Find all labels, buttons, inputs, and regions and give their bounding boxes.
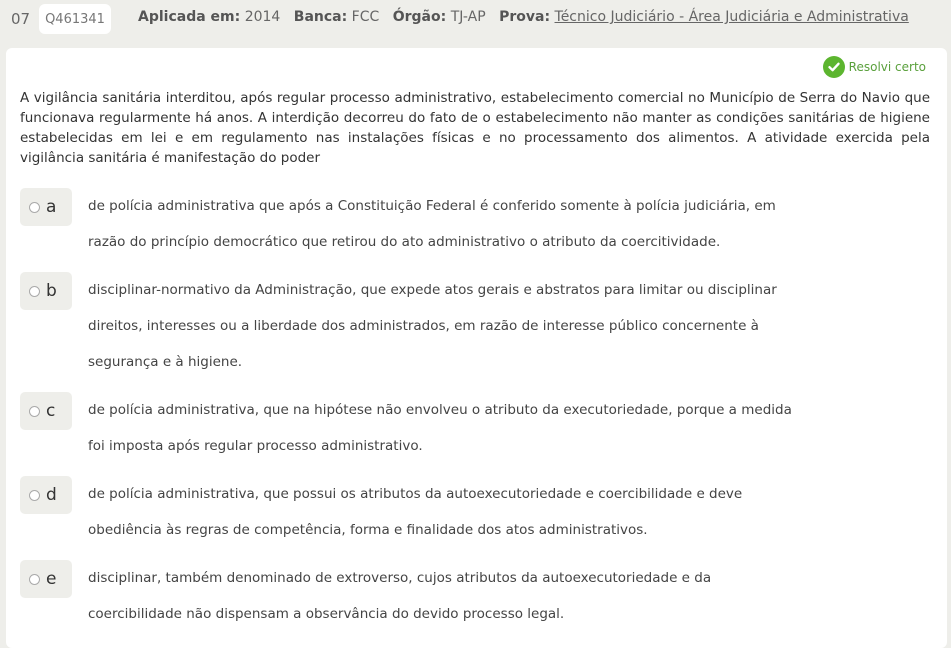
resolved-status (823, 56, 926, 78)
option-b-button[interactable] (20, 272, 72, 310)
question-statement: A vigilância sanitária interditou, após regular processo administrativo, estabelecimento comercial no Município de Serra do Navio que funcionava regularmente há anos. A interdição decorreu do fato de o estabelecimento não manter as condições sanitárias de higiene estabelecidas em lei e em regulamento nas instalações físicas e no processamento dos alimentos. A atividade exercida pela vigilância sanitária é manifestação do poder (20, 90, 930, 166)
option-text[interactable]: de polícia administrativa, que na hipótese não envolveu o atributo da executoriedade, porque a medida foi imposta após regular processo administrativo. (88, 402, 792, 454)
question-id-badge[interactable]: Q461341 (39, 4, 111, 34)
question-meta (138, 9, 909, 25)
applied-label: Aplicada em: (138, 9, 241, 25)
resolved-label: Resolvi certo (848, 60, 926, 74)
option-text[interactable]: disciplinar, também denominado de extroverso, cujos atributos da autoexecutoriedade e da coercibilidade não dispensam a observância do devido processo legal. (88, 570, 712, 622)
organ-value[interactable]: TJ-AP (450, 9, 486, 25)
option-e-button[interactable] (20, 560, 72, 598)
option-text[interactable]: de polícia administrativa que após a Constituição Federal é conferido somente à polícia judiciária, em razão do princípio democrático que retirou do ato administrativo o atributo da coercitividade. (88, 198, 776, 250)
bank-value[interactable]: FCC (351, 9, 380, 25)
question-header (0, 0, 951, 38)
option-d-button[interactable] (20, 476, 72, 514)
option-letter: d (46, 485, 57, 505)
radio-icon[interactable] (29, 202, 40, 213)
radio-icon[interactable] (29, 406, 40, 417)
applied-value: 2014 (244, 9, 281, 25)
bank-label: Banca: (293, 9, 348, 25)
organ-label: Órgão: (392, 9, 447, 25)
option-text[interactable]: disciplinar-normativo da Administração, que expede atos gerais e abstratos para limitar ou disciplinar direitos, interesses ou a liberdade dos administrados, em razão de interesse público concernente à segurança e à higiene. (88, 282, 777, 370)
question-number: 07 (11, 10, 31, 28)
exam-link[interactable]: Técnico Judiciário - Área Judiciária e Administrativa (554, 9, 909, 25)
option-letter: c (46, 401, 56, 421)
check-circle-icon (823, 56, 845, 78)
radio-icon[interactable] (29, 574, 40, 585)
option-letter: b (46, 281, 57, 301)
question-card (6, 48, 947, 648)
exam-label: Prova: (499, 9, 551, 25)
option-letter: e (46, 569, 57, 589)
option-text[interactable]: de polícia administrativa, que possui os atributos da autoexecutoriedade e coercibilidade e deve obediência às regras de competência, forma e finalidade dos atos administrativos. (88, 486, 743, 538)
option-letter: a (46, 197, 57, 217)
option-a-button[interactable] (20, 188, 72, 226)
option-c-button[interactable] (20, 392, 72, 430)
radio-icon[interactable] (29, 490, 40, 501)
radio-icon[interactable] (29, 286, 40, 297)
